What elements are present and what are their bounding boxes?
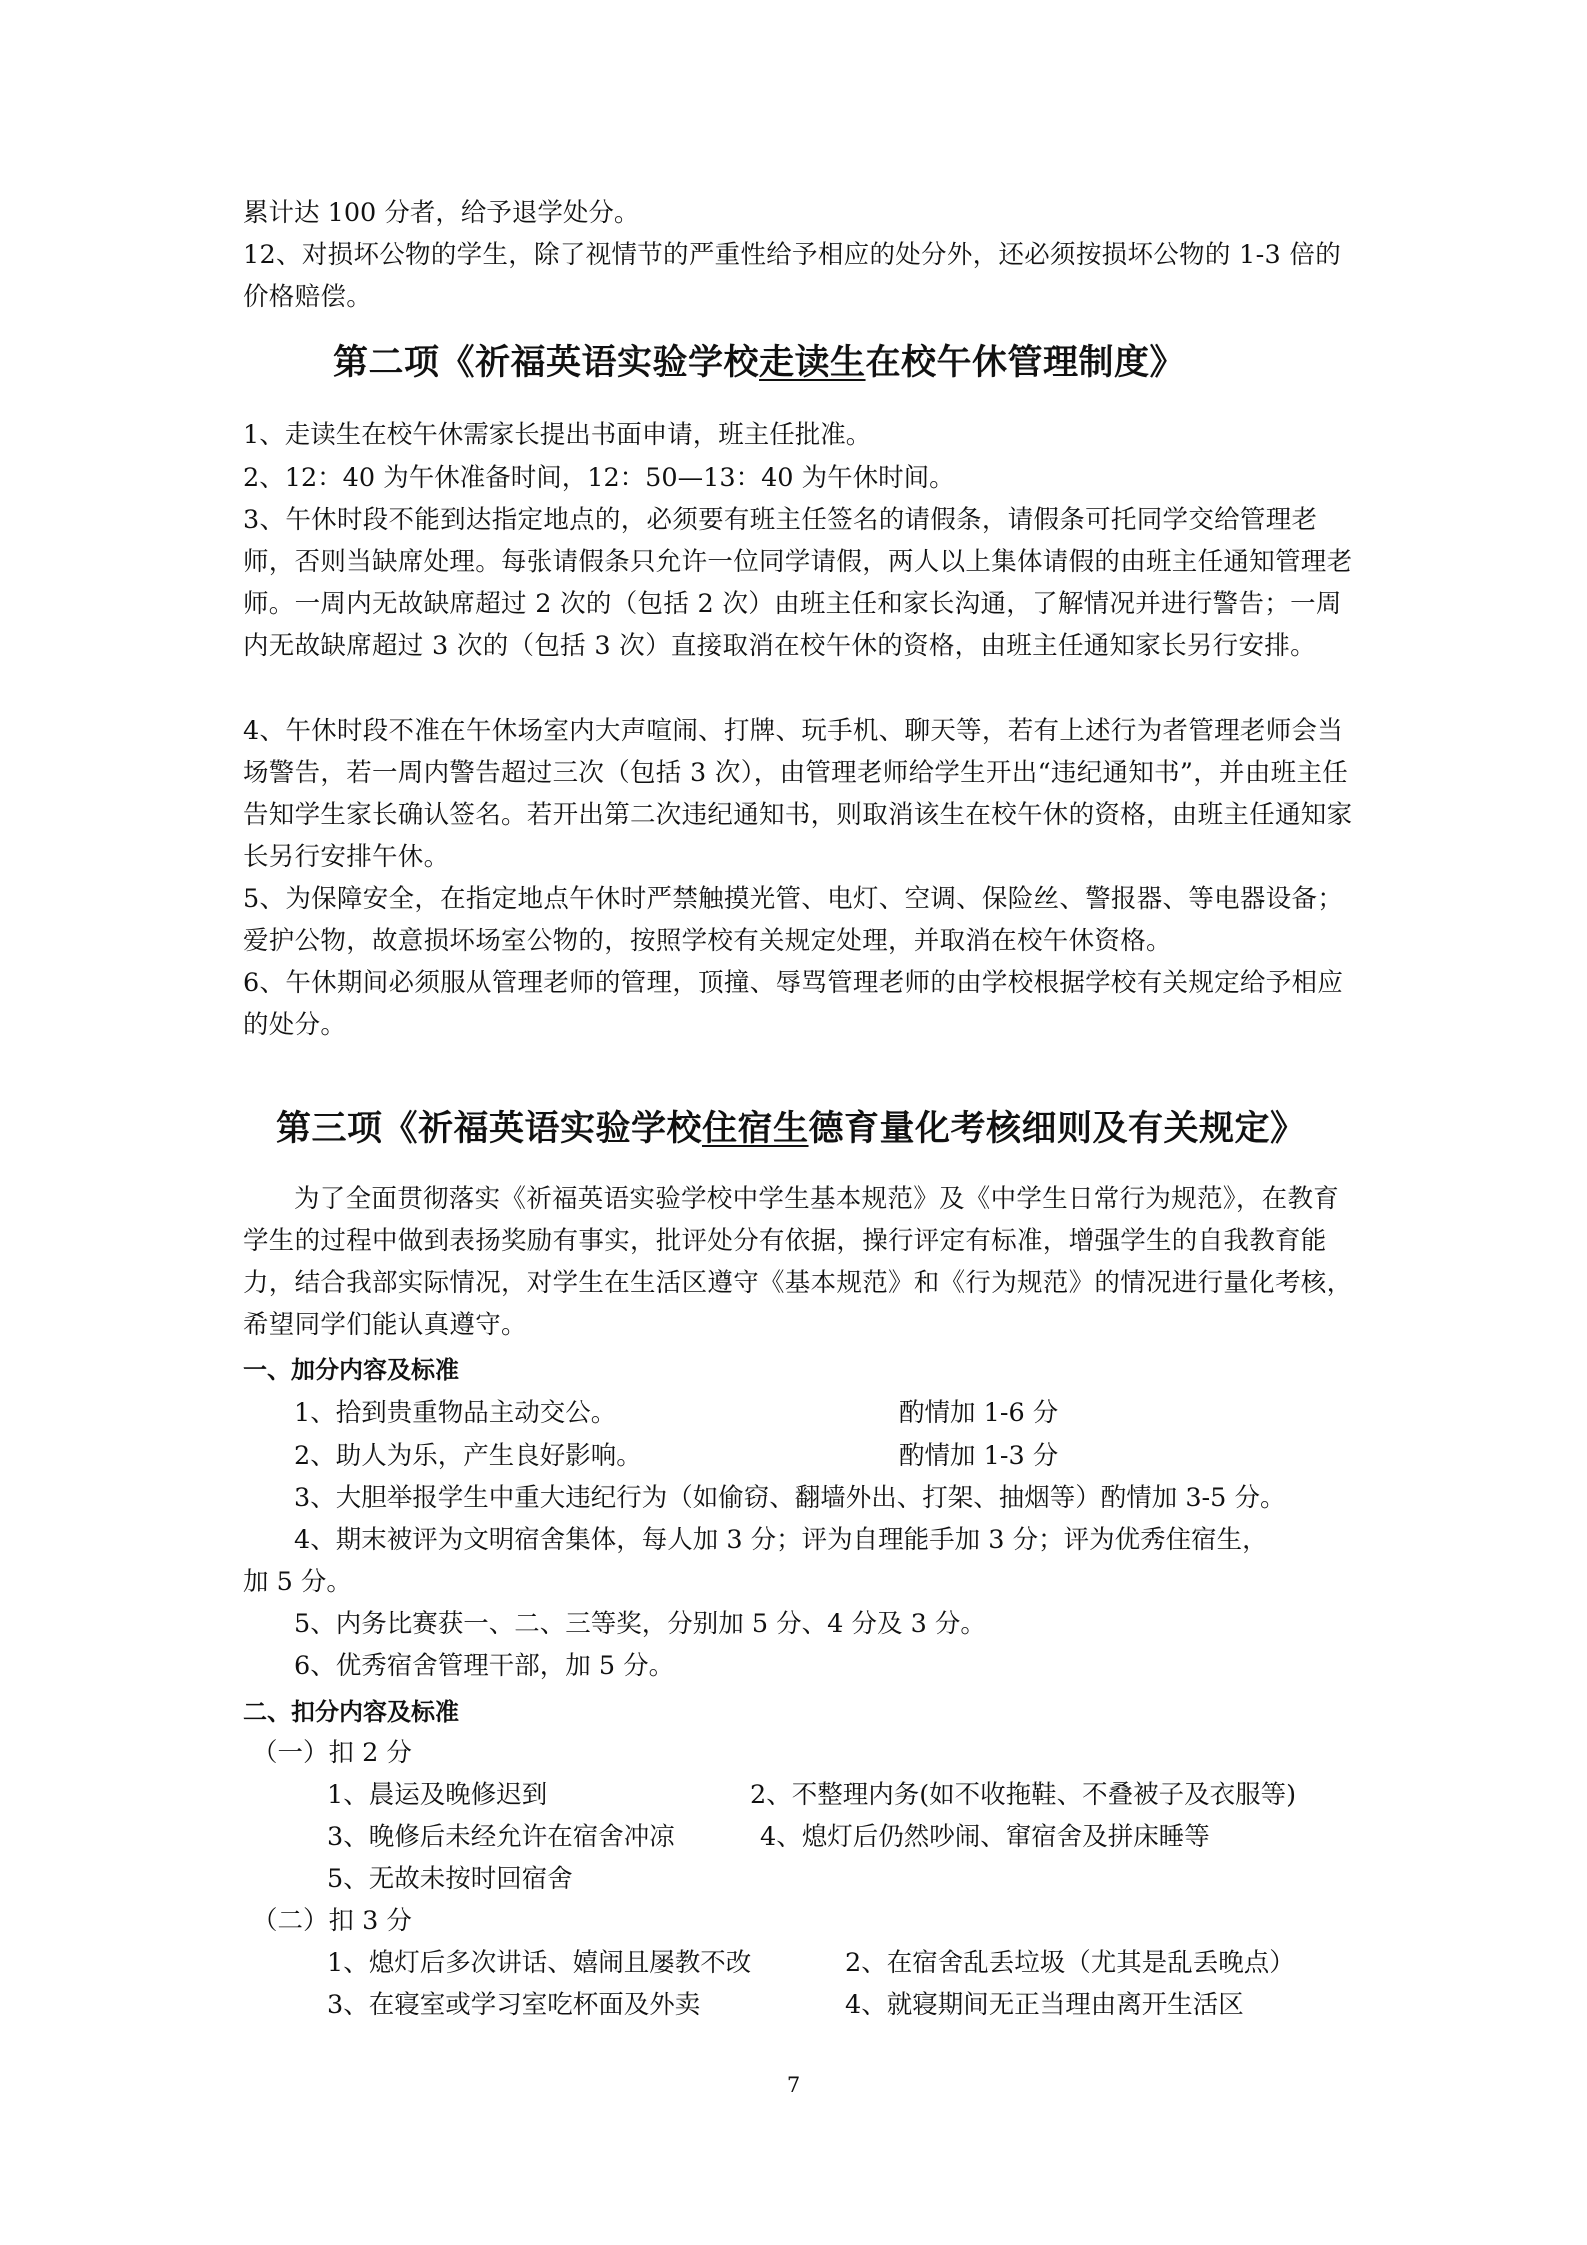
bonus-item-1-score: 酌情加 1-6 分	[899, 1398, 1059, 1428]
deduct-group-2-item-3: 3、在寝室或学习室吃杯面及外卖	[327, 1990, 701, 2020]
bonus-item-2-score: 酌情加 1-3 分	[899, 1441, 1059, 1471]
deduct-group-2-item-2: 2、在宿舍乱丢垃圾（尤其是乱丢晚点）	[845, 1948, 1295, 1978]
page-number: 7	[786, 2073, 801, 2097]
section-2-item-3: 3、午休时段不能到达指定地点的，必须要有班主任签名的请假条，请假条可托同学交给管理老师，否则当缺席处理。每张请假条只允许一位同学请假，两人以上集体请假的由班主任通知管理老师。一周内无故缺席超过 2 次的（包括 2 次）由班主任和家长沟通，了解情况并进行警告；一周内无故缺席超过 3 次的（包括 3 次）直接取消在校午休的资格，由班主任通知家长另行安排。	[243, 505, 1353, 661]
paragraph-carryover: 累计达 100 分者，给予退学处分。	[243, 198, 640, 228]
section-2-title-prefix: 第二项《祈福英语实验学校	[333, 343, 760, 383]
bonus-item-5: 5、内务比赛获一、二、三等奖，分别加 5 分、4 分及 3 分。	[294, 1609, 986, 1639]
section-3-title-underlined: 住宿生	[702, 1109, 809, 1149]
deduct-group-2-item-1: 1、熄灯后多次讲话、嬉闹且屡教不改	[327, 1948, 752, 1978]
bonus-item-6: 6、优秀宿舍管理干部，加 5 分。	[294, 1651, 675, 1681]
bonus-item-4-cont: 加 5 分。	[243, 1567, 352, 1597]
bonus-item-4: 4、期末被评为文明宿舍集体，每人加 3 分；评为自理能手加 3 分；评为优秀住宿生，	[294, 1525, 1268, 1555]
section-2-item-2: 2、12：40 为午休准备时间，12：50—13：40 为午休时间。	[243, 463, 955, 493]
section-2-item-4: 4、午休时段不准在午休场室内大声喧闹、打牌、玩手机、聊天等，若有上述行为者管理老师会当场警告，若一周内警告超过三次（包括 3 次），由管理老师给学生开出“违纪通知书”，并由班主任告知学生家长确认签名。若开出第二次违纪通知书，则取消该生在校午休的资格，由班主任通知家长另行安排午休。	[243, 716, 1353, 872]
deduct-group-1-item-2: 2、不整理内务(如不收拖鞋、不叠被子及衣服等)	[750, 1780, 1297, 1810]
bonus-item-2: 2、助人为乐，产生良好影响。	[294, 1441, 642, 1471]
section-2-title-suffix: 在校午休管理制度》	[865, 343, 1186, 383]
bonus-item-1: 1、拾到贵重物品主动交公。	[294, 1398, 617, 1428]
section-2-item-5: 5、为保障安全，在指定地点午休时严禁触摸光管、电灯、空调、保险丝、警报器、等电器设备；爱护公物，故意损坏场室公物的，按照学校有关规定处理，并取消在校午休资格。	[243, 884, 1344, 956]
deduct-group-1-item-4: 4、熄灯后仍然吵闹、窜宿舍及拼床睡等	[760, 1822, 1210, 1852]
section-2-title	[333, 335, 1185, 385]
section-2-title-underlined: 走读生	[759, 343, 866, 383]
deduct-group-1-item-5: 5、无故未按时回宿舍	[327, 1864, 573, 1894]
section-3-title-suffix: 德育量化考核细则及有关规定》	[808, 1109, 1306, 1149]
deduct-group-1-label: （一）扣 2 分	[252, 1738, 412, 1768]
section-2-item-6: 6、午休期间必须服从管理老师的管理，顶撞、辱骂管理老师的由学校根据学校有关规定给予相应的处分。	[243, 968, 1344, 1040]
paragraph-item-12: 12、对损坏公物的学生，除了视情节的严重性给予相应的处分外，还必须按损坏公物的 1-3 倍的价格赔偿。	[243, 240, 1342, 312]
deduct-group-1-item-1: 1、晨运及晚修迟到	[327, 1780, 548, 1810]
section-3-intro: 为了全面贯彻落实《祈福英语实验学校中学生基本规范》及《中学生日常行为规范》，在教育学生的过程中做到表扬奖励有事实，批评处分有依据，操行评定有标准，增强学生的自我教育能力，结合我部实际情况，对学生在生活区遵守《基本规范》和《行为规范》的情况进行量化考核，希望同学们能认真遵守。	[243, 1184, 1353, 1340]
deduct-group-2-item-4: 4、就寝期间无正当理由离开生活区	[845, 1990, 1244, 2020]
bonus-item-3: 3、大胆举报学生中重大违纪行为（如偷窃、翻墙外出、打架、抽烟等）酌情加 3-5 分。	[294, 1483, 1286, 1513]
bonus-heading: 一、加分内容及标准	[243, 1356, 459, 1384]
deduct-group-2-label: （二）扣 3 分	[252, 1906, 412, 1936]
deduct-group-1-item-3: 3、晚修后未经允许在宿舍冲凉	[327, 1822, 675, 1852]
deduct-heading: 二、扣分内容及标准	[243, 1698, 459, 1726]
section-3-title	[276, 1101, 1306, 1151]
section-3-title-prefix: 第三项《祈福英语实验学校	[276, 1109, 703, 1149]
section-2-item-1: 1、走读生在校午休需家长提出书面申请，班主任批准。	[243, 420, 872, 450]
